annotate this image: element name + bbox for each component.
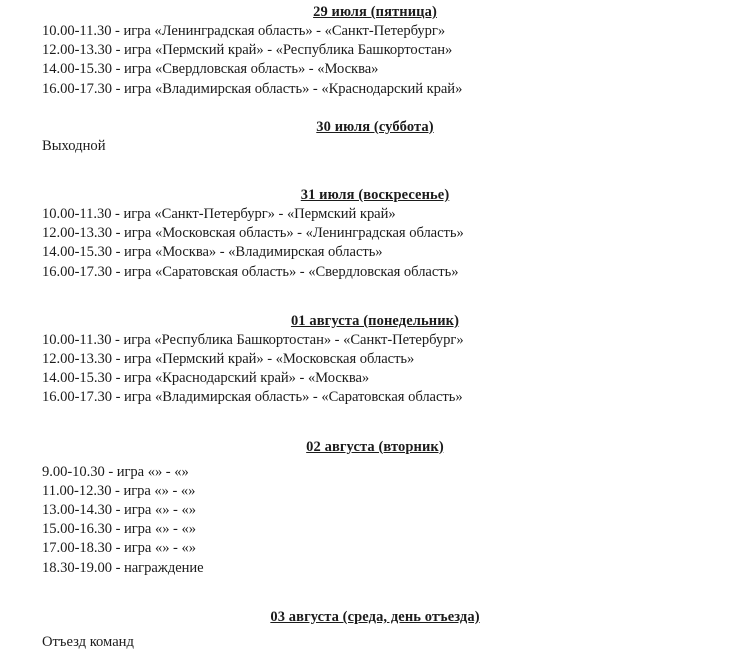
schedule-line: 16.00-17.30 - игра «Владимирская область» - «Саратовская область» [42, 389, 463, 406]
day-header-text: 31 июля (воскресенье) [300, 187, 450, 204]
day-block-01-august [0, 312, 750, 408]
schedule-line: 14.00-15.30 - игра «Москва» - «Владимирская область» [42, 244, 383, 261]
day-header-30-july [0, 118, 750, 137]
schedule-line: 18.30-19.00 - награждение [42, 559, 204, 576]
day-block-31-july [0, 186, 750, 282]
schedule-line: 12.00-13.30 - игра «Пермский край» - «Республика Башкортостан» [42, 42, 453, 59]
schedule-line: 12.00-13.30 - игра «Пермский край» - «Московская область» [42, 351, 415, 368]
schedule-line: 9.00-10.30 - игра «» - «» [42, 463, 189, 480]
schedule-line: 10.00-11.30 - игра «Санкт-Петербург» - «Пермский край» [42, 206, 396, 223]
section-spacer [0, 282, 750, 306]
day-header-text: 29 июля (пятница) [313, 4, 437, 20]
section-spacer [0, 408, 750, 432]
schedule-line: 11.00-12.30 - игра «» - «» [42, 482, 196, 499]
day-block-03-august [0, 608, 750, 652]
day-header-text: 02 августа (вторник) [306, 438, 444, 455]
schedule-line: 16.00-17.30 - игра «Владимирская область» - «Краснодарский край» [42, 80, 463, 97]
day-header-31-july [0, 186, 750, 205]
schedule-line: Отъезд команд [42, 633, 134, 650]
schedule-line: 15.00-16.30 - игра «» - «» [42, 521, 196, 538]
day-header-29-july [0, 3, 750, 22]
schedule-line: 17.00-18.30 - игра «» - «» [42, 540, 196, 557]
day-block-29-july [0, 3, 750, 99]
schedule-line: 14.00-15.30 - игра «Свердловская область» - «Москва» [42, 61, 379, 78]
day-header-text: 30 июля (суббота) [316, 118, 434, 135]
day-header-text: 01 августа (понедельник) [290, 312, 460, 329]
schedule-line: 10.00-11.30 - игра «Ленинградская область» - «Санкт-Петербург» [42, 23, 446, 39]
day-block-02-august [0, 438, 750, 578]
section-spacer [0, 99, 750, 118]
day-header-text: 03 августа (среда, день отъезда) [270, 608, 480, 625]
schedule-line: 14.00-15.30 - игра «Краснодарский край» - «Москва» [42, 370, 370, 387]
schedule-line: Выходной [42, 137, 106, 154]
schedule-line: 10.00-11.30 - игра «Республика Башкортостан» - «Санкт-Петербург» [42, 331, 464, 348]
section-spacer [0, 156, 750, 180]
schedule-line: 13.00-14.30 - игра «» - «» [42, 502, 196, 519]
day-block-30-july [0, 118, 750, 156]
day-header-02-august [0, 438, 750, 457]
schedule-line: 12.00-13.30 - игра «Московская область» - «Ленинградская область» [42, 225, 464, 242]
schedule-line: 16.00-17.30 - игра «Саратовская область» - «Свердловская область» [42, 263, 459, 280]
day-header-01-august [0, 312, 750, 331]
day-header-03-august [0, 608, 750, 627]
section-spacer [0, 578, 750, 602]
